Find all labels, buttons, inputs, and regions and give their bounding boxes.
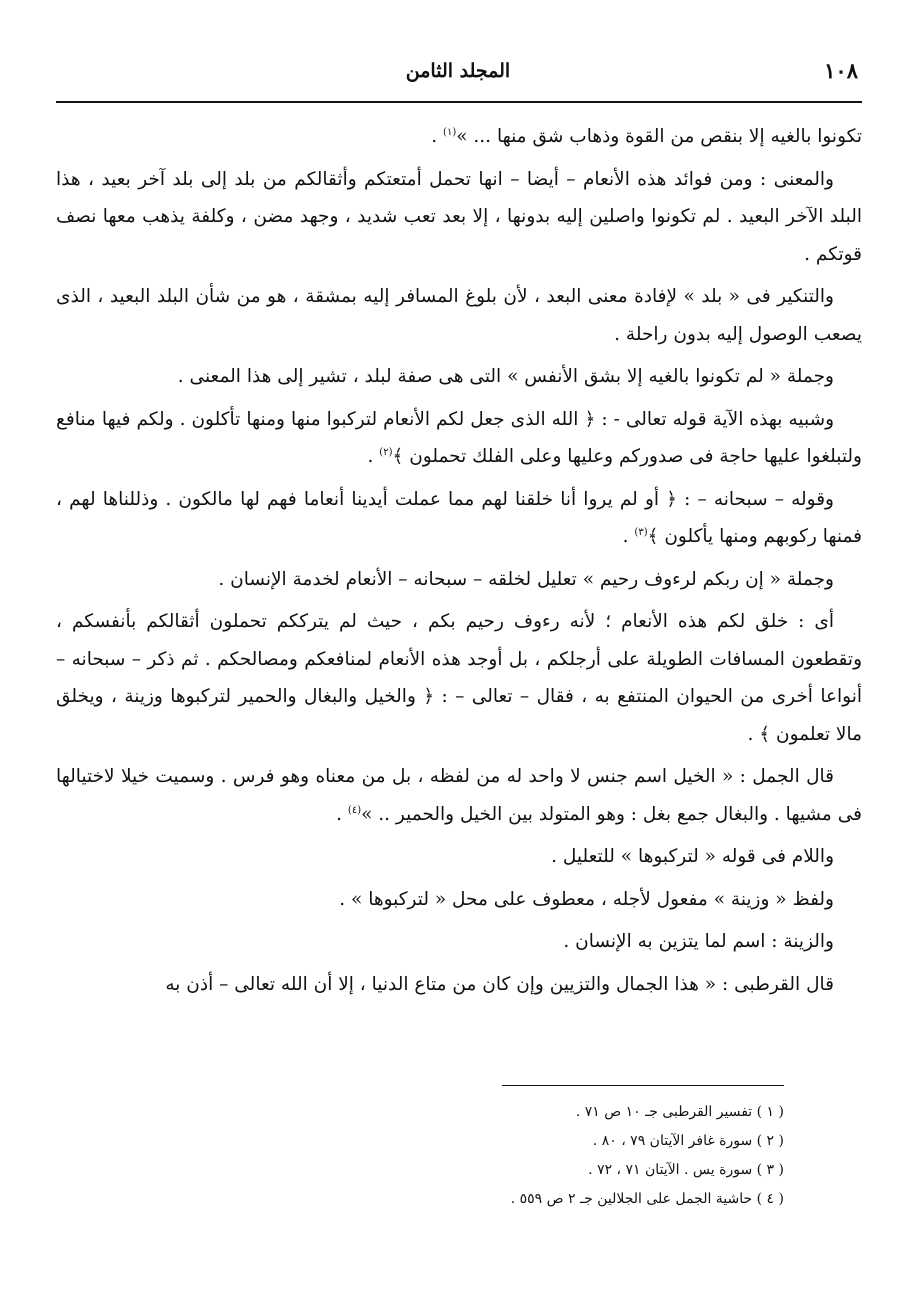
footnote: ( ٣ ) سورة يس . الآيتان ٧١ ، ٧٢ . xyxy=(588,1162,784,1178)
page-header xyxy=(58,58,858,98)
paragraph: تكونوا بالغيه إلا بنقص من القوة وذهاب شق منها ... »$^{(١)}$ . xyxy=(431,126,862,147)
footnote-rule xyxy=(502,1085,784,1086)
footnote-ref: (١) xyxy=(443,126,457,138)
paragraph: وشبيه بهذه الآية قوله تعالى - : ﴿ الله الذى جعل لكم الأنعام لتركبوا منها ومنها تأكلون . ولكم فيها منافع ولتبلغوا عليها حاجة فى صدوركم وعليها وعلى الفلك تحملون ﴾$^{(٢)}$ . xyxy=(56,408,862,467)
footnote-ref: (٢) xyxy=(379,446,393,458)
paragraph: وجملة « لم تكونوا بالغيه إلا بشق الأنفس » التى هى صفة لبلد ، تشير إلى هذا المعنى . xyxy=(177,366,834,387)
paragraph: قال القرطبى : « هذا الجمال والتزيين وإن كان من متاع الدنيا ، إلا أن الله تعالى – أذن به xyxy=(165,973,834,995)
footnote-ref: (٣) xyxy=(634,526,648,538)
paragraph: ولفظ « وزينة » مفعول لأجله ، معطوف على محل « لتركبوها » . xyxy=(339,888,834,910)
footnote: ( ٤ ) حاشية الجمل على الجلالين جـ ٢ ص ٥٥٩ . xyxy=(510,1191,784,1207)
paragraph: والمعنى : ومن فوائد هذه الأنعام – أيضا – انها تحمل أمتعتكم وأثقالكم من بلد إلى بلد آخر بعيد ، هذا البلد الآخر البعيد . لم تكونوا واصلين إليه بدونها ، إلا بعد تعب شديد ، وجهد مضن ، وكلفة يذهب معها نصف قوتكم . xyxy=(56,168,862,265)
page-number: ١٠٨ xyxy=(824,58,858,83)
paragraph: واللام فى قوله « لتركبوها » للتعليل . xyxy=(551,846,834,867)
paragraph: والتنكير فى « بلد » لإفادة معنى البعد ، لأن بلوغ المسافر إليه بمشقة ، هو من شأن البلد البعيد ، الذى يصعب الوصول إليه بدون راحلة . xyxy=(56,286,862,345)
paragraph: وجملة « إن ربكم لرءوف رحيم » تعليل لخلقه – سبحانه – الأنعام لخدمة الإنسان . xyxy=(218,568,834,590)
footnote-ref: (٤) xyxy=(347,804,362,816)
paragraph: أى : خلق لكم هذه الأنعام ؛ لأنه رءوف رحيم بكم ، حيث لم يترككم تحملون أثقالكم بأنفسكم ، وتقطعون المسافات الطويلة على أرجلكم ، بل أوجد هذه الأنعام لمنافعكم ومصالحكم . ثم ذكر – سبحانه – أنواعا أخرى من الحيوان المنتفع به ، فقال – تعالى – : ﴿ والخيل والبغال والحمير لتركبوها وزينة ، ويخلق مالا تعلمون ﴾ . xyxy=(56,611,862,745)
paragraph: وقوله – سبحانه – : ﴿ أو لم يروا أنا خلقنا لهم مما عملت أيدينا أنعاما فهم لها مالكون . وذللناها لهم ، فمنها ركوبهم ومنها يأكلون ﴾$^{(٣)}$ . xyxy=(56,488,862,547)
header-rule xyxy=(56,101,862,103)
footnotes xyxy=(184,1098,784,1214)
footnote: ( ١ ) تفسير القرطبى جـ ١٠ ص ٧١ . xyxy=(575,1104,784,1120)
paragraph: قال الجمل : « الخيل اسم جنس لا واحد له من لفظه ، بل من معناه وهو فرس . وسميت خيلا لاختيالها فى مشيها . والبغال جمع بغل : وهو المتولد بين الخيل والحمير .. »$^{(٤)}$ . xyxy=(56,766,862,825)
paragraph: والزينة : اسم لما يتزين به الإنسان . xyxy=(563,931,834,952)
footnote: ( ٢ ) سورة غافر الآيتان ٧٩ ، ٨٠ . xyxy=(592,1133,784,1149)
volume-title: المجلد الثامن xyxy=(405,60,511,82)
main-text xyxy=(56,118,862,1008)
